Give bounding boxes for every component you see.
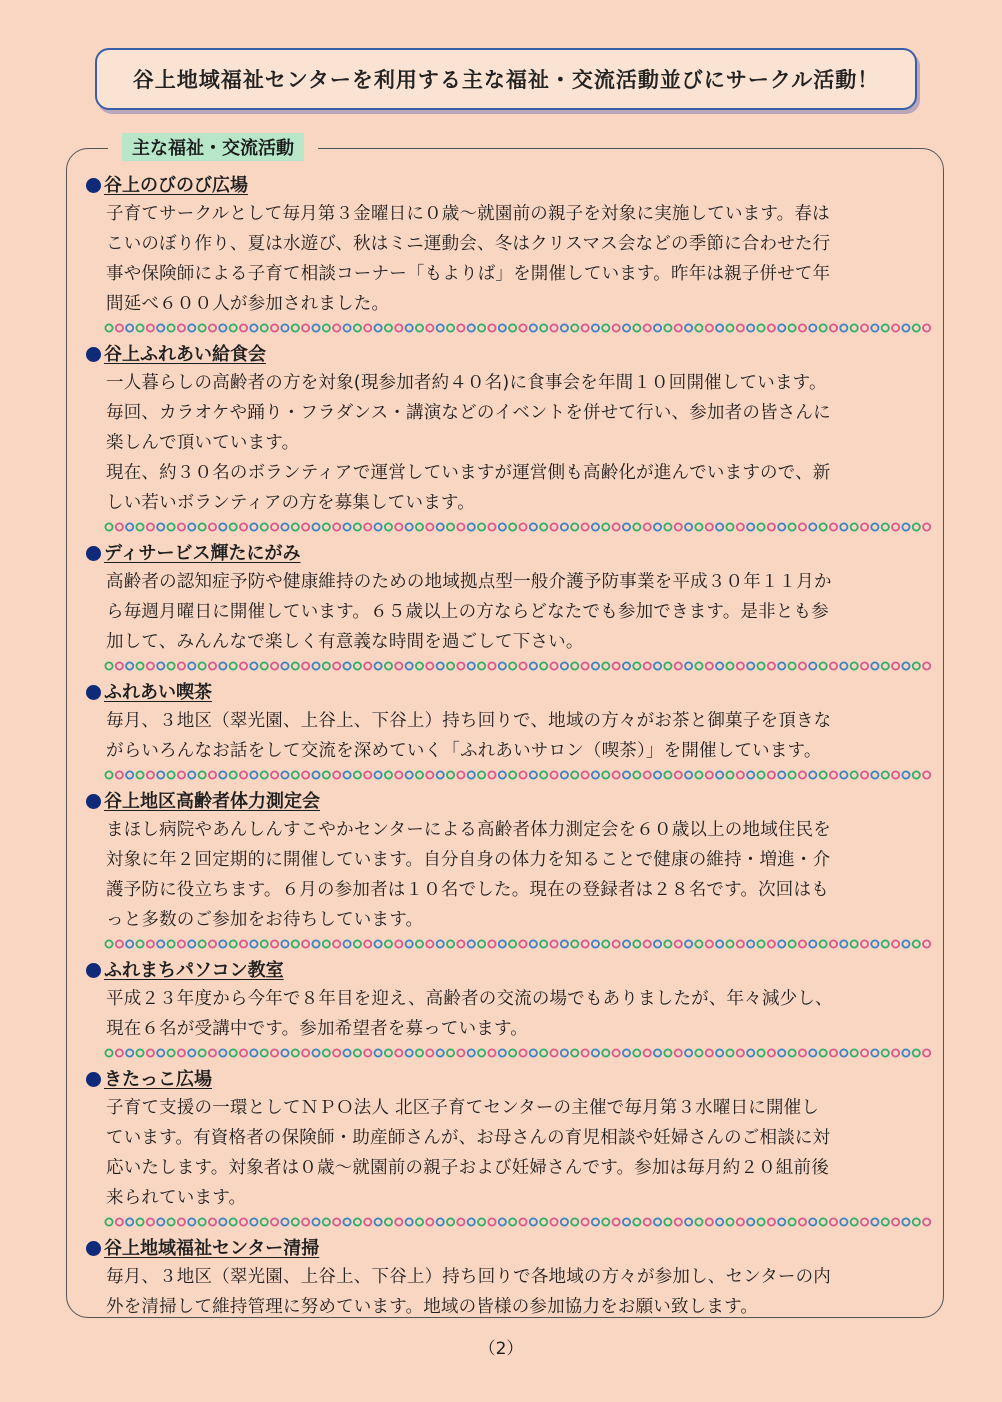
page-title: 谷上地域福祉センターを利用する主な福祉・交流活動並びにサークル活動！ [132,68,880,92]
description-line: 現在、約３０名のボランティアで運営していますが運営側も高齢化が進んでいますので、新 [106,463,831,483]
activity-list [86,172,936,1322]
bullet-icon [86,1241,101,1256]
description-line: ています。有資格者の保険師・助産師さんが、お母さんの育児相談や妊婦さんのご相談に対 [106,1128,831,1148]
activity-title: きたっこ広場 [104,1068,212,1090]
dotted-divider [104,768,932,782]
description-line: まほし病院やあんしんすこやかセンターによる高齢者体力測定会を６０歳以上の地域住民を [106,820,831,840]
activity-heading [86,1066,936,1093]
activity-title: 谷上のびのび広場 [104,174,248,196]
activity-title: ふれあい喫茶 [104,681,212,703]
description-line: 外を清掃して維持管理に努めています。地域の皆様の参加協力をお願い致します。 [106,1297,759,1317]
activity-description [86,1262,936,1322]
description-line: ら毎週月曜日に開催しています。６５歳以上の方ならどなたでも参加できます。是非とも参 [106,602,829,622]
description-line: 平成２３年度から今年で８年目を迎え、高齢者の交流の場でもありましたが、年々減少し、 [106,989,833,1009]
activity-heading [86,341,936,368]
page-number: （2） [478,1339,524,1359]
description-line: こいのぼり作り、夏は水遊び、秋はミニ運動会、冬はクリスマス会などの季節に合わせた行 [106,234,831,254]
activity-title: ディサービス輝たにがみ [104,542,301,564]
description-line: しい若いボランティアの方を募集しています。 [106,493,475,513]
title-box [95,48,917,110]
description-line: 高齢者の認知症予防や健康維持のための地域拠点型一般介護予防事業を平成３０年１１月か [106,572,832,592]
bullet-icon [86,1072,101,1087]
activity-description [86,984,936,1044]
description-line: 一人暮らしの高齢者の方を対象(現参加者約４０名)に食事会を年間１０回開催しています。 [106,373,827,393]
description-line: 現在６名が受講中です。参加希望者を募っています。 [106,1019,528,1039]
description-line: 楽しんで頂いています。 [106,433,300,453]
description-line: がらいろんなお話をして交流を深めていく「ふれあいサロン（喫茶）」を開催しています。 [106,741,822,761]
activity-entry [86,172,936,335]
activity-entry [86,957,936,1060]
activity-title: 谷上ふれあい給食会 [104,343,266,365]
activity-title: 谷上地域福祉センター清掃 [104,1237,320,1259]
description-line: 毎月、３地区（翠光園、上谷上、下谷上）持ち回りで、地域の方々がお茶と御菓子を頂きな [106,711,832,731]
dotted-divider [104,321,932,335]
description-line: 子育てサークルとして毎月第３金曜日に０歳～就園前の親子を対象に実施しています。春は [106,204,830,224]
activity-description [86,815,936,935]
dotted-divider [104,659,932,673]
description-line: 間延べ６００人が参加されました。 [106,294,390,314]
activity-title: ふれまちパソコン教室 [104,959,284,981]
activity-entry [86,788,936,951]
dotted-divider [104,520,932,534]
activity-heading [86,172,936,199]
description-line: 毎月、３地区（翠光園、上谷上、下谷上）持ち回りで各地域の方々が参加し、センターの内 [106,1267,831,1287]
bullet-icon [86,794,101,809]
activity-heading [86,1235,936,1262]
bullet-icon [86,963,101,978]
description-line: 来られています。 [106,1188,247,1208]
section-label [108,133,318,161]
dotted-divider [104,1046,932,1060]
bullet-icon [86,347,101,362]
bullet-icon [86,546,101,561]
description-line: 子育て支援の一環としてＮＰＯ法人 北区子育てセンターの主催で毎月第３水曜日に開催し [106,1098,820,1118]
activity-entry [86,1235,936,1322]
description-line: 毎回、カラオケや踊り・フラダンス・講演などのイベントを併せて行い、参加者の皆さんに [106,403,831,423]
section-label-text: 主な福祉・交流活動 [122,133,304,161]
activity-entry [86,679,936,782]
activity-description [86,706,936,766]
description-line: 事や保険師による子育て相談コーナー「もよりば」を開催しています。昨年は親子併せて年 [106,264,831,284]
dotted-divider [104,937,932,951]
activity-description [86,1093,936,1213]
activity-description [86,567,936,657]
activity-entry [86,540,936,673]
activity-heading [86,957,936,984]
activity-entry [86,341,936,534]
activity-title: 谷上地区高齢者体力測定会 [104,790,320,812]
activity-heading [86,679,936,706]
description-line: 護予防に役立ちます。６月の参加者は１０名でした。現在の登録者は２８名です。次回はも [106,880,829,900]
bullet-icon [86,685,101,700]
activity-heading [86,540,936,567]
dotted-divider [104,1215,932,1229]
activity-description [86,199,936,319]
activity-entry [86,1066,936,1229]
activity-heading [86,788,936,815]
description-line: 加して、みんんなで楽しく有意義な時間を過ごして下さい。 [106,632,584,652]
bullet-icon [86,178,101,193]
description-line: っと多数のご参加をお待ちしています。 [106,910,424,930]
description-line: 応いたします。対象者は０歳～就園前の親子および妊婦さんです。参加は毎月約２０組前後 [106,1158,829,1178]
description-line: 対象に年２回定期的に開催しています。自分自身の体力を知ることで健康の維持・増進・介 [106,850,831,870]
activity-description [86,368,936,518]
